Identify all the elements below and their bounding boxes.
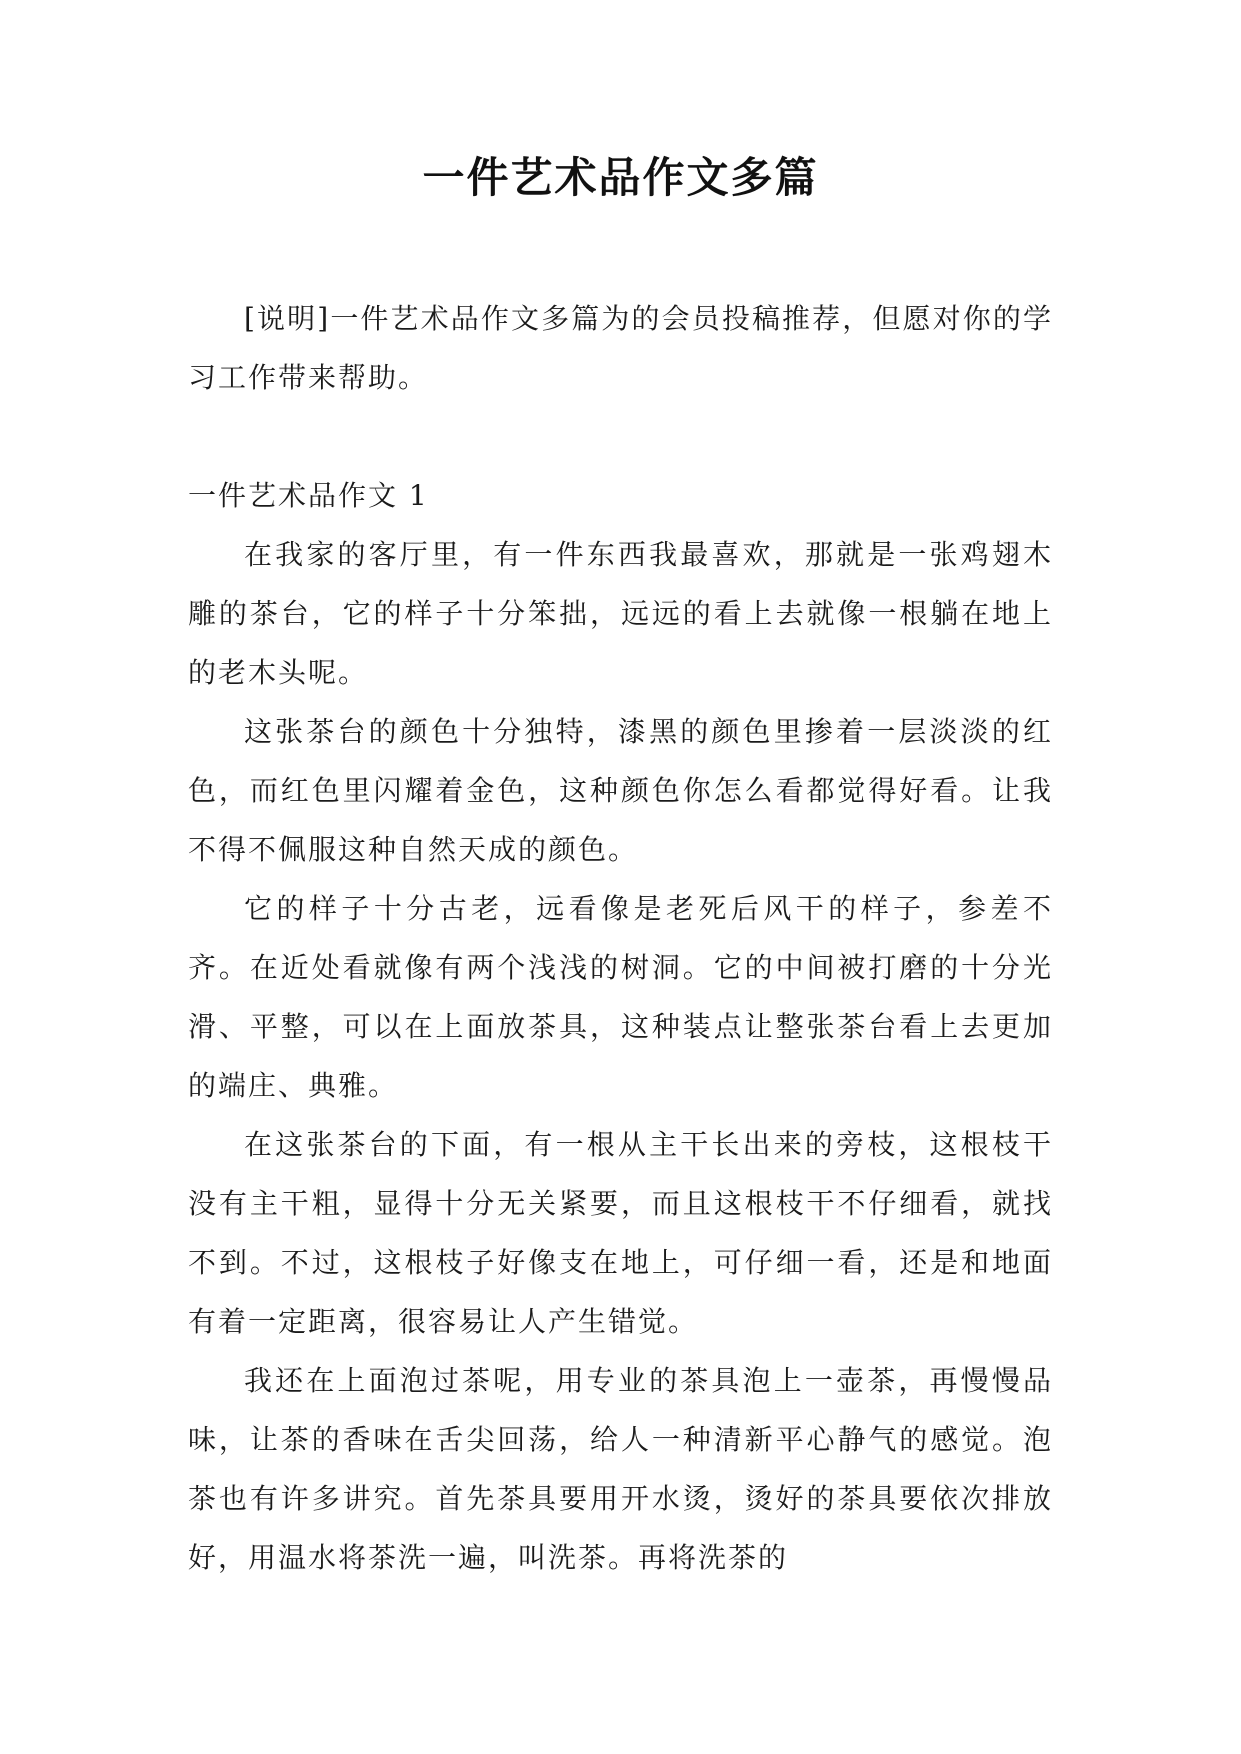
body-paragraph: 在我家的客厅里，有一件东西我最喜欢，那就是一张鸡翅木雕的茶台，它的样子十分笨拙，远远的看上去就像一根躺在地上的老木头呢。 (188, 538, 1053, 689)
body-paragraph: 在这张茶台的下面，有一根从主干长出来的旁枝，这根枝干没有主干粗，显得十分无关紧要，而且这根枝干不仔细看，就找不到。不过，这根枝子好像支在地上，可仔细一看，还是和地面有着一定距离，很容易让人产生错觉。 (188, 1128, 1053, 1338)
body-paragraph: 它的样子十分古老，远看像是老死后风干的样子，参差不齐。在近处看就像有两个浅浅的树洞。它的中间被打磨的十分光滑、平整，可以在上面放茶具，这种装点让整张茶台看上去更加的端庄、典雅。 (188, 892, 1053, 1102)
section-heading: 一件艺术品作文 1 (188, 479, 429, 512)
document-title: 一件艺术品作文多篇 (422, 153, 819, 202)
document-body (188, 289, 1053, 1587)
body-paragraph: 这张茶台的颜色十分独特，漆黑的颜色里掺着一层淡淡的红色，而红色里闪耀着金色，这种颜色你怎么看都觉得好看。让我不得不佩服这种自然天成的颜色。 (188, 715, 1053, 866)
body-paragraph: 我还在上面泡过茶呢，用专业的茶具泡上一壶茶，再慢慢品味，让茶的香味在舌尖回荡，给人一种清新平心静气的感觉。泡茶也有许多讲究。首先茶具要用开水烫，烫好的茶具要依次排放好，用温水将茶洗一遍，叫洗茶。再将洗茶的 (188, 1364, 1053, 1574)
intro-paragraph: [说明]一件艺术品作文多篇为的会员投稿推荐，但愿对你的学习工作带来帮助。 (188, 302, 1053, 394)
